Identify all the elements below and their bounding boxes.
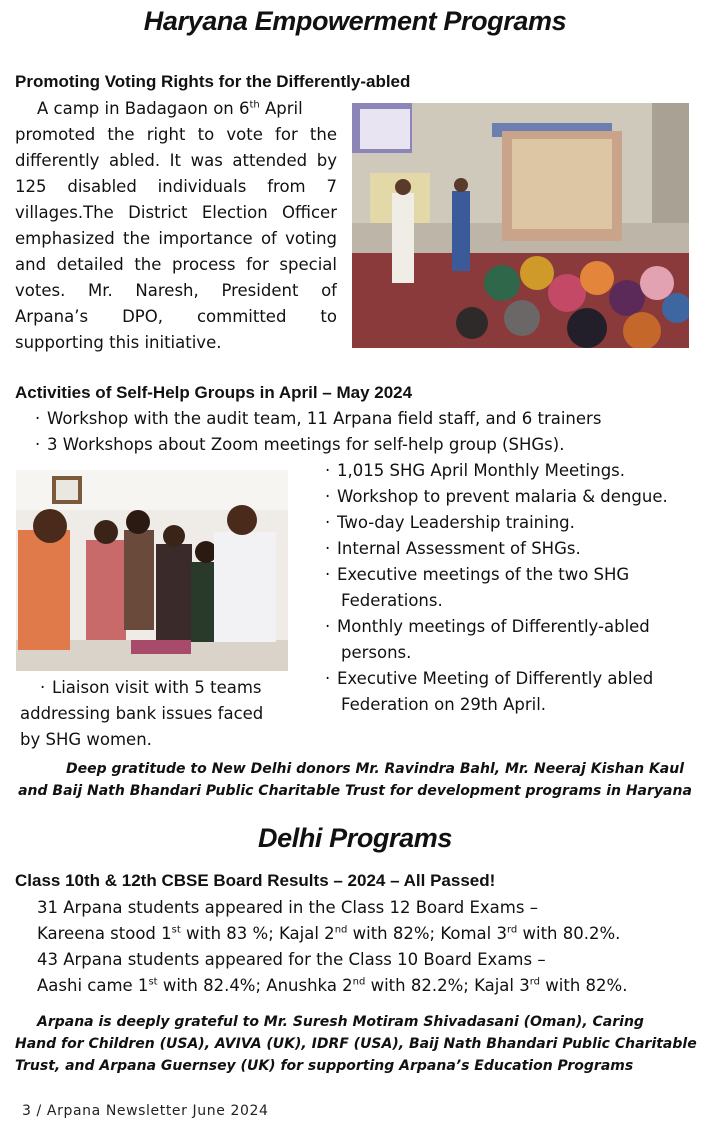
delhi-line-3: 43 Arpana students appeared for the Class 10 Board Exams – (37, 950, 546, 969)
delhi-line-4: Aashi came 1st with 82.4%; Anushka 2nd with 82.2%; Kajal 3rd with 82%. (37, 976, 628, 995)
delhi-gratitude-line-1: Arpana is deeply grateful to Mr. Suresh Motiram Shivadasani (Oman), Caring (37, 1014, 644, 1030)
voting-heading: Promoting Voting Rights for the Differently-abled (15, 72, 411, 91)
shg-bullet-2: · 3 Workshops about Zoom meetings for self-help group (SHGs). (35, 435, 565, 454)
shg-right-item-7: · Executive Meeting of Differently abled (325, 669, 654, 688)
shg-right-item-4: · Internal Assessment of SHGs. (325, 539, 581, 558)
shg-right-item-6: · Monthly meetings of Differently-abled (325, 617, 650, 636)
delhi-line-1: 31 Arpana students appeared in the Class 12 Board Exams – (37, 898, 538, 917)
delhi-gratitude-line-3: Trust, and Arpana Guernsey (UK) for supporting Arpana’s Education Programs (15, 1058, 634, 1074)
shg-right-list (325, 458, 668, 718)
voting-line-4: 125 disabled individuals from 7 (15, 177, 337, 196)
page-footer: 3 / Arpana Newsletter June 2024 (22, 1103, 269, 1119)
liaison-visit-illustration (16, 470, 288, 671)
shg-right-item-2: · Workshop to prevent malaria & dengue. (325, 487, 668, 506)
delhi-line-2: Kareena stood 1st with 83 %; Kajal 2nd with 82%; Komal 3rd with 80.2%. (37, 924, 621, 943)
haryana-gratitude-line-1: Deep gratitude to New Delhi donors Mr. Ravindra Bahl, Mr. Neeraj Kishan Kaul (65, 761, 685, 777)
voting-line-10: supporting this initiative. (15, 333, 222, 352)
shg-bullet-1: · Workshop with the audit team, 11 Arpana field staff, and 6 trainers (35, 409, 602, 428)
voting-paragraph (15, 96, 337, 356)
shg-right-item-6-cont: persons. (341, 643, 412, 662)
haryana-gratitude (0, 758, 710, 802)
delhi-results (37, 895, 627, 999)
voting-line-8: votes. Mr. Naresh, President of (15, 281, 337, 300)
delhi-title: Delhi Programs (258, 823, 452, 853)
delhi-results-heading: Class 10th & 12th CBSE Board Results – 2024 – All Passed! (15, 871, 496, 890)
voting-line-3: differently abled. It was attended by (15, 151, 337, 170)
delhi-gratitude (15, 1011, 697, 1077)
page-title: Haryana Empowerment Programs (143, 6, 567, 36)
haryana-gratitude-line-2: and Baij Nath Bhandari Public Charitable Trust for development programs in Haryana (18, 783, 692, 799)
voting-line-9: Arpana’s DPO, committed to (15, 307, 337, 326)
voting-camp-photo (352, 103, 689, 348)
liaison-caption (20, 675, 263, 753)
shg-right-item-5: · Executive meetings of the two SHG (325, 565, 630, 584)
liaison-caption-line-1: · Liaison visit with 5 teams (40, 678, 262, 697)
voting-line-1: A camp in Badagaon on 6th April (37, 99, 303, 118)
liaison-caption-line-2: addressing bank issues faced (20, 704, 264, 723)
shg-right-item-7-cont: Federation on 29th April. (341, 695, 547, 714)
shg-heading: Activities of Self-Help Groups in April – May 2024 (15, 383, 413, 402)
shg-right-item-1: · 1,015 SHG April Monthly Meetings. (325, 461, 626, 480)
delhi-gratitude-line-2: Hand for Children (USA), AVIVA (UK), IDRF (USA), Baij Nath Bhandari Public Charitable (15, 1036, 697, 1052)
liaison-visit-photo (16, 470, 288, 671)
voting-line-6: emphasized the importance of voting (15, 229, 337, 248)
voting-line-7: and detailed the process for special (15, 255, 337, 274)
voting-line-5: villages.The District Election Officer (15, 203, 337, 222)
voting-line-2: promoted the right to vote for the (15, 125, 337, 144)
shg-right-item-3: · Two-day Leadership training. (325, 513, 575, 532)
shg-right-item-5-cont: Federations. (341, 591, 443, 610)
voting-camp-illustration (352, 103, 689, 348)
liaison-caption-line-3: by SHG women. (20, 730, 152, 749)
